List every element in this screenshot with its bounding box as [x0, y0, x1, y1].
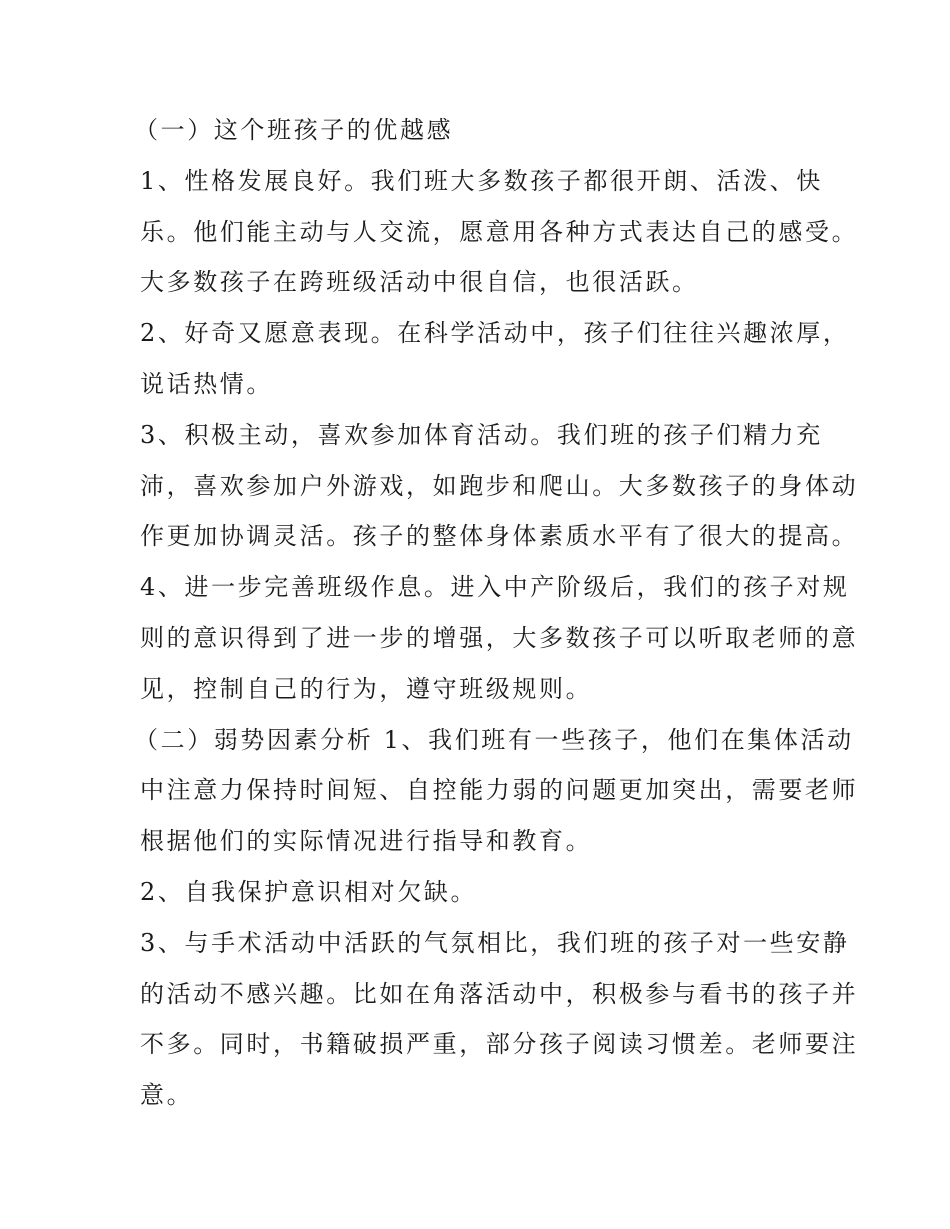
paragraph-advantage-3	[140, 417, 859, 569]
paragraph-advantage-1	[140, 163, 859, 315]
text-line: 的活动不感兴趣。比如在角落活动中，积极参与看书的孩子并	[140, 979, 859, 1008]
text-line: 1、性格发展良好。我们班大多数孩子都很开朗、活泼、快	[140, 166, 823, 195]
text-line: 4、进一步完善班级作息。进入中产阶级后，我们的孩子对规	[140, 573, 850, 602]
text-line: 不多。同时，书籍破损严重，部分孩子阅读习惯差。老师要注	[140, 1030, 859, 1059]
document-body	[134, 112, 859, 1128]
section-heading-weaknesses: （二）弱势因素分析 1、我们班有一些孩子，他们在集体活动	[134, 725, 854, 754]
text-line: 意。	[140, 1081, 194, 1110]
text-line: 根据他们的实际情况进行指导和教育。	[140, 827, 593, 856]
text-line: 3、与手术活动中活跃的气氛相比，我们班的孩子对一些安静	[140, 928, 850, 957]
text-line: 中注意力保持时间短、自控能力弱的问题更加突出，需要老师	[140, 776, 859, 805]
text-line: 乐。他们能主动与人交流，愿意用各种方式表达自己的感受。	[140, 217, 859, 246]
text-line: 2、好奇又愿意表现。在科学活动中，孩子们往往兴趣浓厚，	[140, 319, 850, 348]
text-line: 作更加协调灵活。孩子的整体身体素质水平有了很大的提高。	[140, 522, 859, 551]
paragraph-weakness-3	[140, 925, 859, 1128]
text-line: 沛，喜欢参加户外游戏，如跑步和爬山。大多数孩子的身体动	[140, 471, 859, 500]
text-line: 见，控制自己的行为，遵守班级规则。	[140, 674, 593, 703]
paragraph-advantage-2	[140, 315, 850, 417]
paragraph-weakness-2	[140, 874, 830, 925]
text-line: 说话热情。	[140, 369, 273, 398]
text-line: 2、自我保护意识相对欠缺。	[140, 877, 478, 906]
paragraph-advantage-4	[140, 569, 859, 721]
text-line: 3、积极主动，喜欢参加体育活动。我们班的孩子们精力充	[140, 420, 823, 449]
text-line: 大多数孩子在跨班级活动中很自信，也很活跃。	[140, 268, 699, 297]
section-heading-advantages: （一）这个班孩子的优越感	[134, 116, 454, 144]
paragraph-weakness-1	[140, 772, 859, 874]
text-line: 则的意识得到了进一步的增强，大多数孩子可以听取老师的意	[140, 623, 859, 652]
